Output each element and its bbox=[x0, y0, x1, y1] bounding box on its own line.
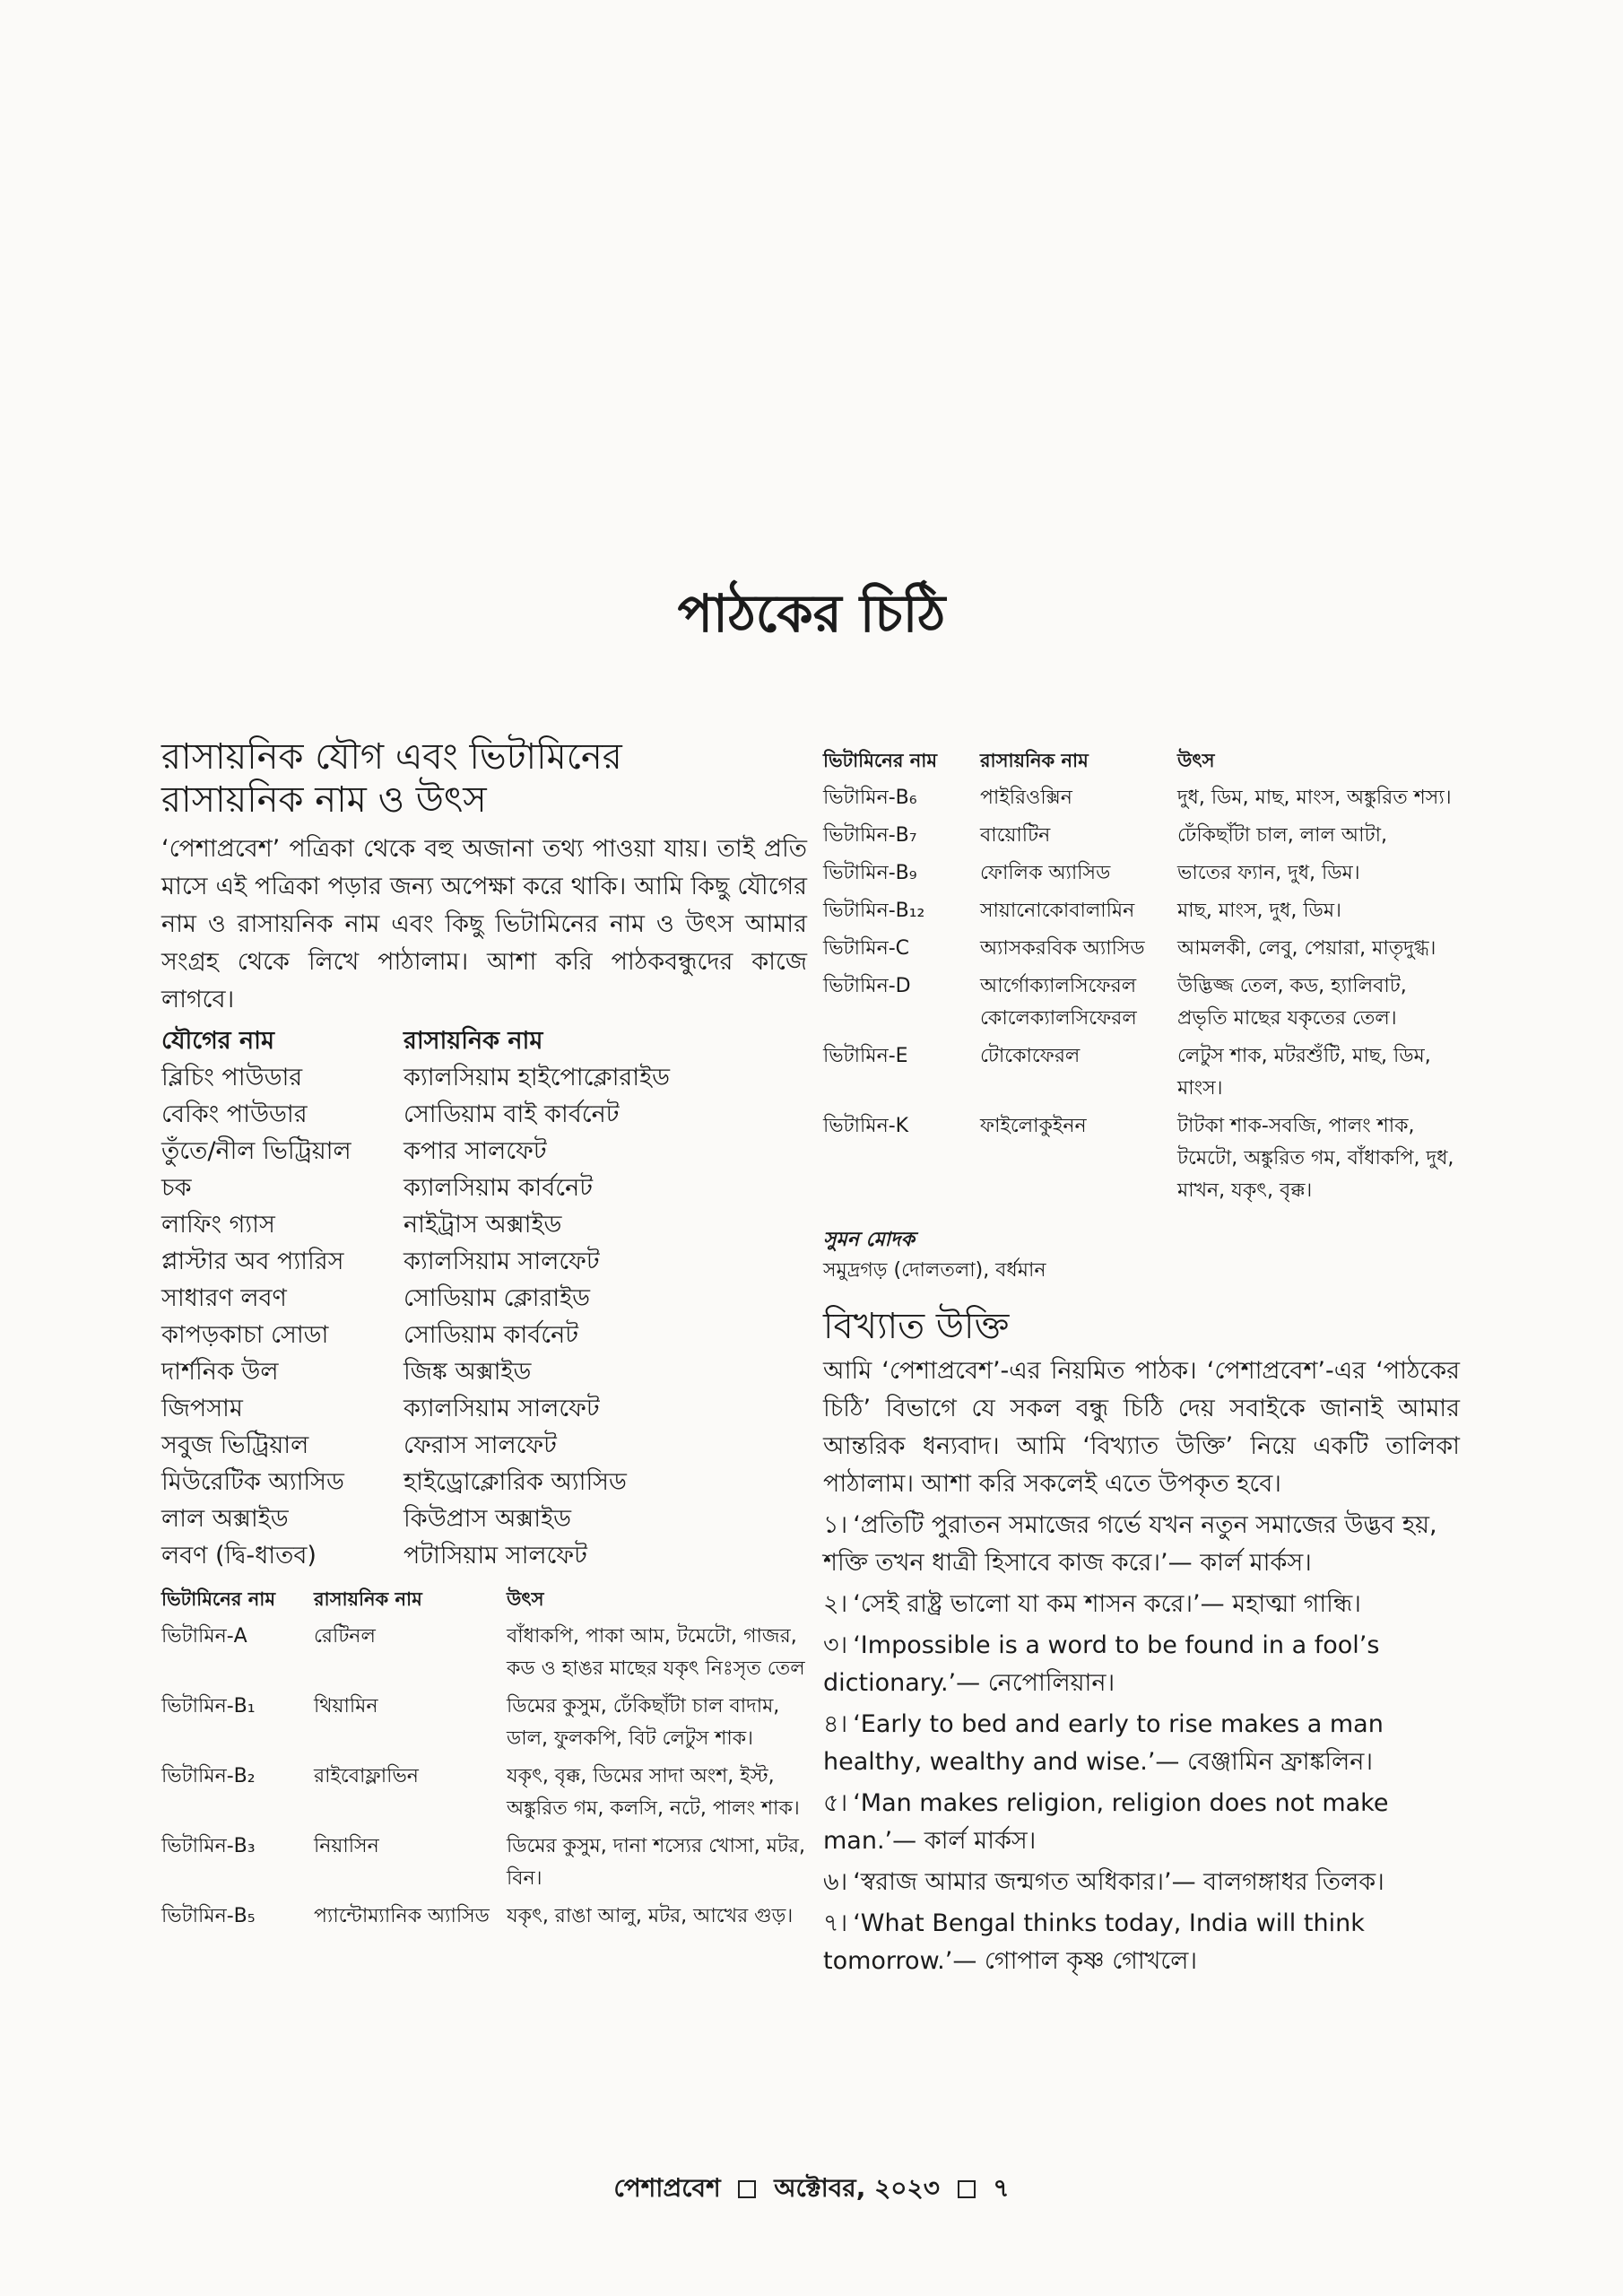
author-location: সমুদ্রগড় (দোলতলা), বর্ধমান bbox=[823, 1259, 1046, 1282]
compound-chemical-name: সোডিয়াম ক্লোরাইড bbox=[404, 1284, 591, 1312]
compound-row bbox=[161, 1170, 807, 1206]
page-footer bbox=[0, 2169, 1623, 2211]
compound-common-name: তুঁতে/নীল ভিট্রিয়াল bbox=[161, 1137, 352, 1165]
compound-row bbox=[161, 1059, 807, 1096]
compound-row bbox=[161, 1133, 807, 1170]
vitamin-name: ভিটামিন-B₁₂ bbox=[823, 900, 925, 922]
column-header: যৌগের নাম bbox=[161, 1027, 274, 1055]
vitamin-source: দুধ, ডিম, মাছ, মাংস, অঙ্কুরিত শস্য। bbox=[1177, 787, 1452, 809]
separator-box-icon bbox=[738, 2180, 756, 2198]
quote-text: ‘Early to bed and early to rise makes a man healthy, wealthy and wise.’— বেঞ্জামিন ফ্রাঙ্কলিন। bbox=[823, 1710, 1384, 1776]
vitamin-chemical-name: অ্যাসকরবিক অ্যাসিড bbox=[980, 937, 1145, 960]
compound-row bbox=[161, 1206, 807, 1243]
vitamin-chemical-name: ফোলিক অ্যাসিড bbox=[980, 862, 1111, 884]
quote-text: ‘সেই রাষ্ট্র ভালো যা কম শাসন করে।’— মহাত্মা গান্ধি। bbox=[853, 1590, 1361, 1618]
vitamin-name: ভিটামিন-B₅ bbox=[161, 1905, 256, 1927]
vitamin-row bbox=[823, 933, 1460, 965]
vitamin-chemical-name: আর্গোক্যালসিফেরল কোলেক্যালসিফেরল bbox=[980, 975, 1137, 1030]
vitamin-source: টাটকা শাক-সবজি, পালং শাক, টমেটো, অঙ্কুরিত গম, বাঁধাকপি, দুধ, মাখন, যকৃৎ, বৃক্ক। bbox=[1177, 1115, 1454, 1202]
compound-common-name: বেকিং পাউডার bbox=[161, 1100, 308, 1128]
quote-number: ৫। bbox=[823, 1789, 848, 1817]
vitamin-row bbox=[823, 820, 1460, 852]
compound-common-name: সাধারণ লবণ bbox=[161, 1284, 287, 1312]
vitamin-name: ভিটামিন-E bbox=[823, 1045, 908, 1067]
quote-number: ৪। bbox=[823, 1710, 848, 1738]
vitamin-name: ভিটামিন-B₆ bbox=[823, 787, 917, 809]
compound-chemical-name: নাইট্রাস অক্সাইড bbox=[404, 1211, 562, 1239]
compound-chemical-name: সোডিয়াম কার্বনেট bbox=[404, 1321, 578, 1349]
quote-item bbox=[823, 1586, 1460, 1623]
quote-item bbox=[823, 1507, 1460, 1582]
quote-item bbox=[823, 1706, 1460, 1781]
quote-text: ‘Man makes religion, religion does not make man.’— কার্ল মার্কস। bbox=[823, 1789, 1389, 1855]
vitamin-name: ভিটামিন-D bbox=[823, 975, 911, 997]
compound-row bbox=[161, 1427, 807, 1464]
compounds-table bbox=[161, 1022, 807, 1574]
quote-item bbox=[823, 1627, 1460, 1702]
vitamin-name: ভিটামিন-B₁ bbox=[161, 1695, 256, 1718]
compound-row bbox=[161, 1464, 807, 1500]
compound-common-name: মিউরেটিক অ্যাসিড bbox=[161, 1468, 344, 1496]
right-column bbox=[823, 744, 1460, 1980]
vitamin-source: উদ্ভিজ্জ তেল, কড, হ্যালিবাট, প্রভৃতি মাছের যকৃতের তেল। bbox=[1177, 975, 1407, 1030]
magazine-name: পেশাপ্রবেশ bbox=[613, 2173, 721, 2203]
compound-common-name: ব্লিচিং পাউডার bbox=[161, 1064, 303, 1091]
compound-row bbox=[161, 1390, 807, 1427]
article-headline bbox=[161, 735, 807, 822]
vitamin-source: ভাতের ফ্যান, দুধ, ডিম। bbox=[1177, 862, 1360, 884]
compound-chemical-name: ফেরাস সালফেট bbox=[404, 1431, 557, 1459]
headline-line-2: রাসায়নিক নাম ও উৎস bbox=[161, 779, 487, 821]
vitamin-row bbox=[823, 857, 1460, 890]
quote-text: ‘Impossible is a word to be found in a fool’s dictionary.’— নেপোলিয়ান। bbox=[823, 1631, 1380, 1697]
quotes-list bbox=[823, 1507, 1460, 1980]
vitamin-row bbox=[161, 1761, 807, 1825]
column-header: রাসায়নিক নাম bbox=[980, 750, 1089, 771]
quotes-intro: আমি ‘পেশাপ্রবেশ’-এর নিয়মিত পাঠক। ‘পেশাপ্রবেশ’-এর ‘পাঠকের চিঠি’ বিভাগে যে সকল বন্ধু চিঠি দেয় সবাইকে জানাই আমার আন্তরিক ধন্যবাদ। আমি ‘বিখ্যাত উক্তি’ নিয়ে একটি তালিকা পাঠালাম। আশা করি সকলেই এতে উপকৃত হবে। bbox=[823, 1357, 1460, 1498]
quote-number: ৬। bbox=[823, 1868, 848, 1896]
compound-common-name: লবণ (দ্বি-ধাতব) bbox=[161, 1542, 317, 1570]
quotes-heading: বিখ্যাত উক্তি bbox=[823, 1306, 1010, 1347]
compound-row bbox=[161, 1243, 807, 1280]
vitamin-name: ভিটামিন-B₃ bbox=[161, 1835, 256, 1857]
compound-common-name: কাপড়কাচা সোডা bbox=[161, 1321, 329, 1349]
compound-common-name: লাল অক্সাইড bbox=[161, 1505, 289, 1533]
vitamin-name: ভিটামিন-B₇ bbox=[823, 824, 917, 847]
vitamin-chemical-name: থিয়ামিন bbox=[314, 1695, 378, 1718]
compound-chemical-name: ক্যালসিয়াম সালফেট bbox=[404, 1395, 600, 1422]
vitamin-row bbox=[161, 1900, 807, 1933]
vitamin-row bbox=[823, 970, 1460, 1035]
vitamin-row bbox=[823, 1040, 1460, 1105]
vitamin-row bbox=[823, 895, 1460, 927]
vitamin-chemical-name: বায়োটিন bbox=[980, 824, 1051, 847]
compound-chemical-name: কিউপ্রাস অক্সাইড bbox=[404, 1505, 572, 1533]
compound-chemical-name: ক্যালসিয়াম হাইপোক্লোরাইড bbox=[404, 1064, 671, 1091]
quote-item bbox=[823, 1864, 1460, 1901]
vitamin-source: বাঁধাকপি, পাকা আম, টমেটো, গাজর, কড ও হাঙর মাছের যকৃৎ নিঃসৃত তেল bbox=[507, 1625, 805, 1680]
quote-item bbox=[823, 1905, 1460, 1980]
column-header: রাসায়নিক নাম bbox=[404, 1027, 543, 1055]
vitamin-source: লেটুস শাক, মটরশুঁটি, মাছ, ডিম, মাংস। bbox=[1177, 1045, 1431, 1100]
column-header: ভিটামিনের নাম bbox=[823, 750, 937, 771]
vitamins-header-row bbox=[161, 1583, 807, 1615]
vitamin-source: আমলকী, লেবু, পেয়ারা, মাতৃদুগ্ধ। bbox=[1177, 937, 1436, 960]
vitamin-chemical-name: সায়ানোকোবালামিন bbox=[980, 900, 1135, 922]
vitamin-source: ডিমের কুসুম, দানা শস্যের খোসা, মটর, বিন। bbox=[507, 1835, 806, 1890]
vitamin-source: ডিমের কুসুম, ঢেঁকিছাঁটা চাল বাদাম, ডাল, ফুলকপি, বিট লেটুস শাক। bbox=[507, 1695, 780, 1750]
vitamin-name: ভিটামিন-A bbox=[161, 1625, 247, 1648]
compound-chemical-name: পটাসিয়াম সালফেট bbox=[404, 1542, 587, 1570]
compound-chemical-name: হাইড্রোক্লোরিক অ্যাসিড bbox=[404, 1468, 627, 1496]
compound-row bbox=[161, 1317, 807, 1353]
vitamin-row bbox=[823, 782, 1460, 814]
vitamin-chemical-name: রেটিনল bbox=[314, 1625, 376, 1648]
vitamin-name: ভিটামিন-C bbox=[823, 937, 909, 960]
vitamins-table-left bbox=[161, 1583, 807, 1933]
vitamin-chemical-name: পাইরিওক্সিন bbox=[980, 787, 1072, 809]
quote-text: ‘What Bengal thinks today, India will think tomorrow.’— গোপাল কৃষ্ণ গোখলে। bbox=[823, 1909, 1365, 1975]
article-intro: ‘পেশাপ্রবেশ’ পত্রিকা থেকে বহু অজানা তথ্য পাওয়া যায়। তাই প্রতি মাসে এই পত্রিকা পড়ার জন্য অপেক্ষা করে থাকি। আমি কিছু যৌগের নাম ও রাসায়নিক নাম এবং কিছু ভিটামিনের নাম ও উৎস আমার সংগ্রহ থেকে লিখে পাঠালাম। আশা করি পাঠকবন্ধুদের কাজে লাগবে। bbox=[161, 835, 807, 1013]
page-number: ৭ bbox=[993, 2173, 1010, 2203]
quote-number: ১। bbox=[823, 1511, 848, 1539]
headline-line-1: রাসায়নিক যৌগ এবং ভিটামিনের bbox=[161, 736, 622, 778]
column-header: উৎস bbox=[507, 1588, 544, 1610]
vitamin-row bbox=[823, 1110, 1460, 1207]
vitamin-chemical-name: টোকোফেরল bbox=[980, 1045, 1081, 1067]
vitamins-table-right bbox=[823, 744, 1460, 1207]
quote-number: ৩। bbox=[823, 1631, 848, 1659]
article-compounds-vitamins bbox=[161, 735, 807, 1938]
vitamin-chemical-name: প্যান্টোম্যানিক অ্যাসিড bbox=[314, 1905, 490, 1927]
compound-row bbox=[161, 1537, 807, 1574]
compound-chemical-name: সোডিয়াম বাই কার্বনেট bbox=[404, 1100, 620, 1128]
vitamin-source: ঢেঁকিছাঁটা চাল, লাল আটা, bbox=[1177, 824, 1387, 847]
quote-text: ‘স্বরাজ আমার জন্মগত অধিকার।’— বালগঙ্গাধর তিলক। bbox=[853, 1868, 1384, 1896]
issue-date: অক্টোবর, ২০২৩ bbox=[774, 2173, 940, 2203]
compound-row bbox=[161, 1096, 807, 1133]
compound-common-name: লাফিং গ্যাস bbox=[161, 1211, 275, 1239]
column-header: রাসায়নিক নাম bbox=[314, 1588, 422, 1610]
vitamin-row bbox=[161, 1621, 807, 1685]
page-title: পাঠকের চিঠি bbox=[677, 583, 946, 644]
compound-common-name: জিপসাম bbox=[161, 1395, 243, 1422]
vitamin-source: যকৃৎ, বৃক্ক, ডিমের সাদা অংশ, ইস্ট, অঙ্কুরিত গম, কলসি, নটে, পালং শাক। bbox=[507, 1765, 800, 1820]
vitamin-chemical-name: রাইবোফ্লাভিন bbox=[314, 1765, 419, 1787]
compound-chemical-name: কপার সালফেট bbox=[404, 1137, 547, 1165]
compound-chemical-name: ক্যালসিয়াম সালফেট bbox=[404, 1248, 600, 1275]
quote-item bbox=[823, 1785, 1460, 1860]
vitamin-row bbox=[161, 1831, 807, 1895]
quote-text: ‘প্রতিটি পুরাতন সমাজের গর্ভে যখন নতুন সমাজের উদ্ভব হয়, শক্তি তখন ধাত্রী হিসাবে কাজ করে।’— কার্ল মার্কস। bbox=[823, 1511, 1437, 1577]
quote-number: ৭। bbox=[823, 1909, 848, 1937]
vitamin-name: ভিটামিন-B₉ bbox=[823, 862, 917, 884]
vitamins-header-row bbox=[823, 744, 1460, 777]
compound-common-name: প্লাস্টার অব প্যারিস bbox=[161, 1248, 344, 1275]
quote-number: ২। bbox=[823, 1590, 848, 1618]
compound-row bbox=[161, 1353, 807, 1390]
compound-common-name: সবুজ ভিট্রিয়াল bbox=[161, 1431, 309, 1459]
compounds-header-row bbox=[161, 1022, 807, 1059]
vitamin-chemical-name: নিয়াসিন bbox=[314, 1835, 379, 1857]
author-name: সুমন মোদক bbox=[823, 1229, 916, 1251]
separator-box-icon bbox=[958, 2180, 976, 2198]
vitamin-source: যকৃৎ, রাঙা আলু, মটর, আখের গুড়। bbox=[507, 1905, 794, 1927]
column-header: উৎস bbox=[1177, 750, 1215, 771]
compound-row bbox=[161, 1500, 807, 1537]
compound-row bbox=[161, 1280, 807, 1317]
vitamin-source: মাছ, মাংস, দুধ, ডিম। bbox=[1177, 900, 1341, 922]
compound-chemical-name: ক্যালসিয়াম কার্বনেট bbox=[404, 1174, 593, 1202]
compound-chemical-name: জিঙ্ক অক্সাইড bbox=[404, 1358, 532, 1386]
vitamin-name: ভিটামিন-K bbox=[823, 1115, 909, 1137]
column-header: ভিটামিনের নাম bbox=[161, 1588, 275, 1610]
vitamin-name: ভিটামিন-B₂ bbox=[161, 1765, 256, 1787]
compound-common-name: দার্শনিক উল bbox=[161, 1358, 279, 1386]
vitamin-row bbox=[161, 1691, 807, 1755]
vitamin-chemical-name: ফাইলোকুইনন bbox=[980, 1115, 1087, 1137]
compound-common-name: চক bbox=[161, 1174, 192, 1202]
author-signature bbox=[823, 1225, 1460, 1286]
